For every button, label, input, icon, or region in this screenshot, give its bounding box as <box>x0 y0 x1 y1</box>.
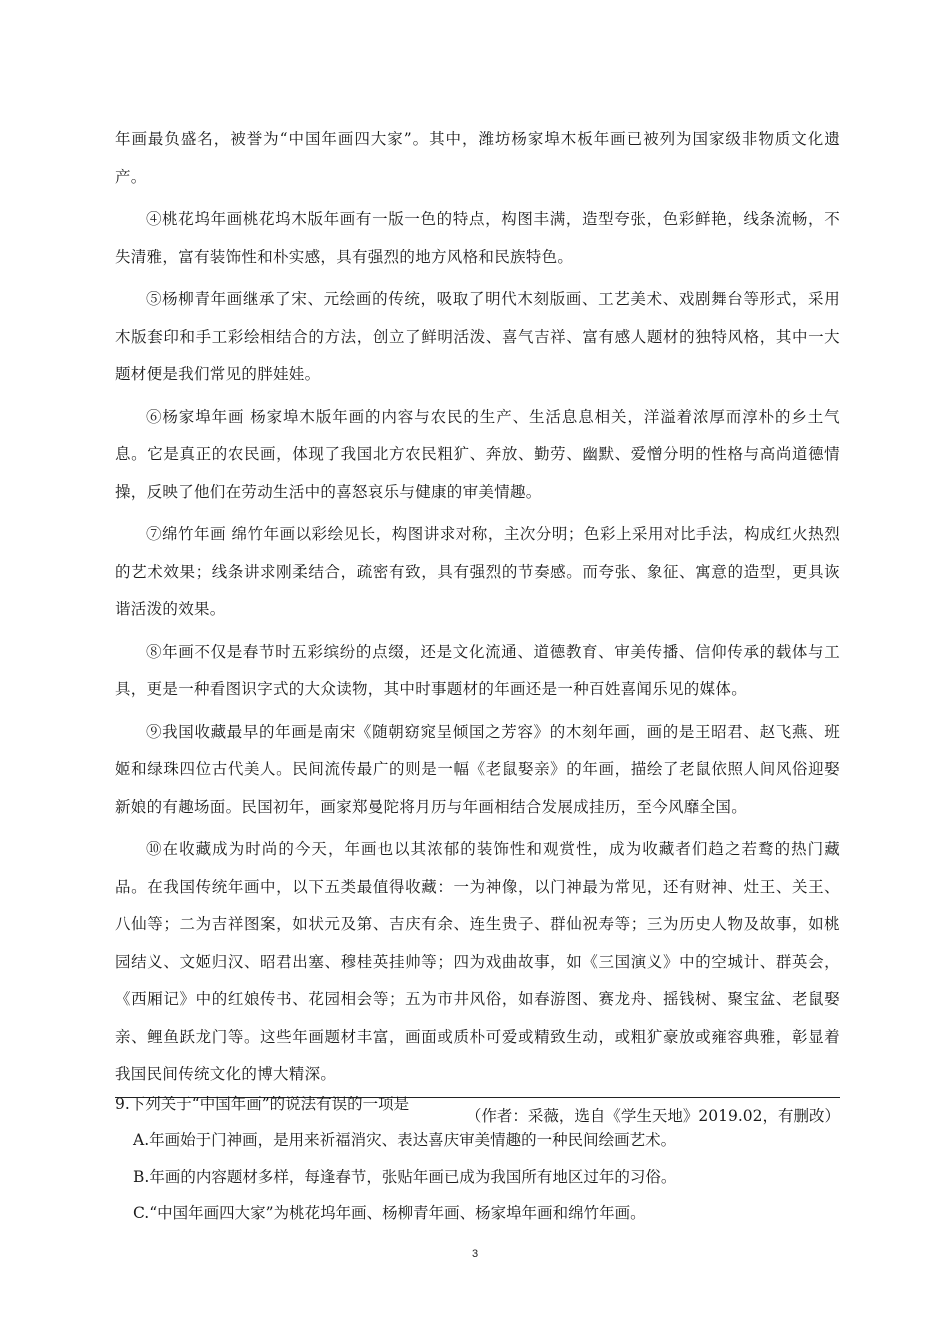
article-source: （作者：采薇，选自《学生天地》2019.02，有删改） <box>465 1106 840 1125</box>
option-a: A.年画始于门神画，是用来祈福消灾、表达喜庆审美情趣的一种民间绘画艺术。 <box>133 1131 677 1149</box>
article-paragraph: ⑦绵竹年画 绵竹年画以彩绘见长，构图讲求对称，主次分明；色彩上采用对比手法，构成红火热烈的艺术效果；线条讲求刚柔结合，疏密有致，具有强烈的节奏感。而夸张、象征、寓意的造型，更具诙谐活泼的效果。 <box>115 525 840 618</box>
article-paragraph: ⑧年画不仅是春节时五彩缤纷的点缀，还是文化流通、道德教育、审美传播、信仰传承的载体与工具，更是一种看图识字式的大众读物，其中时事题材的年画还是一种百姓喜闻乐见的媒体。 <box>115 642 840 698</box>
article-paragraph: ⑥杨家埠年画 杨家埠木版年画的内容与农民的生产、生活息息相关，洋溢着浓厚而淳朴的乡土气息。它是真正的农民画，体现了我国北方农民粗犷、奔放、勤劳、幽默、爱憎分明的性格与高尚道德情操，反映了他们在劳动生活中的喜怒哀乐与健康的审美情趣。 <box>115 407 840 501</box>
article-paragraph: ⑩在收藏成为时尚的今天，年画也以其浓郁的装饰性和观赏性，成为收藏者们趋之若鹜的热门藏品。在我国传统年画中，以下五类最值得收藏：一为神像，以门神最为常见，还有财神、灶王、关王、八仙等；二为吉祥图案，如状元及第、吉庆有余、连生贵子、群仙祝寿等；三为历史人物及故事，如桃园结义、文姬归汉、昭君出塞、穆桂英挂帅等；四为戏曲故事，如《三国演义》中的空城计、群英会，《西厢记》中的红娘传书、花园相会等；五为市井风俗，如春游图、赛龙舟、摇钱树、聚宝盆、老鼠娶亲、鲤鱼跃龙门等。这些年画题材丰富，画面或质朴可爱或精致生动，或粗犷豪放或雍容典雅，彰显着我国民间传统文化的博大精深。 <box>115 840 840 1083</box>
option-c: C.“中国年画四大家”为桃花坞年画、杨柳青年画、杨家埠年画和绵竹年画。 <box>133 1204 646 1222</box>
article-body <box>115 121 840 1134</box>
article-paragraph: ④桃花坞年画桃花坞木版年画有一版一色的特点，构图丰满，造型夸张，色彩鲜艳，线条流畅，不失清雅，富有装饰性和朴实感，具有强烈的地方风格和民族特色。 <box>115 210 840 266</box>
page-number: 3 <box>471 1248 479 1260</box>
question-9 <box>115 1086 840 1232</box>
option-b: B.年画的内容题材多样，每逢春节，张贴年画已成为我国所有地区过年的习俗。 <box>133 1167 677 1186</box>
article-paragraph: ⑨我国收藏最早的年画是南宋《随朝窈窕呈倾国之芳容》的木刻年画，画的是王昭君、赵飞燕、班姬和绿珠四位古代美人。民间流传最广的则是一幅《老鼠娶亲》的年画，描绘了老鼠依照人间风俗迎娶新娘的有趣场面。民国初年，画家郑曼陀将月历与年画相结合发展成挂历，至今风靡全国。 <box>115 722 840 816</box>
article-paragraph: 年画最负盛名，被誉为“中国年画四大家”。其中，潍坊杨家埠木板年画已被列为国家级非物质文化遗产。 <box>115 130 840 186</box>
article-paragraph: ⑤杨柳青年画继承了宋、元绘画的传统，吸取了明代木刻版画、工艺美术、戏剧舞台等形式，采用木版套印和手工彩绘相结合的方法，创立了鲜明活泼、喜气吉祥、富有感人题材的独特风格，其中一大题材便是我们常见的胖娃娃。 <box>115 290 840 383</box>
question-stem: 9.下列关于“中国年画”的说法有误的一项是 <box>115 1095 410 1113</box>
